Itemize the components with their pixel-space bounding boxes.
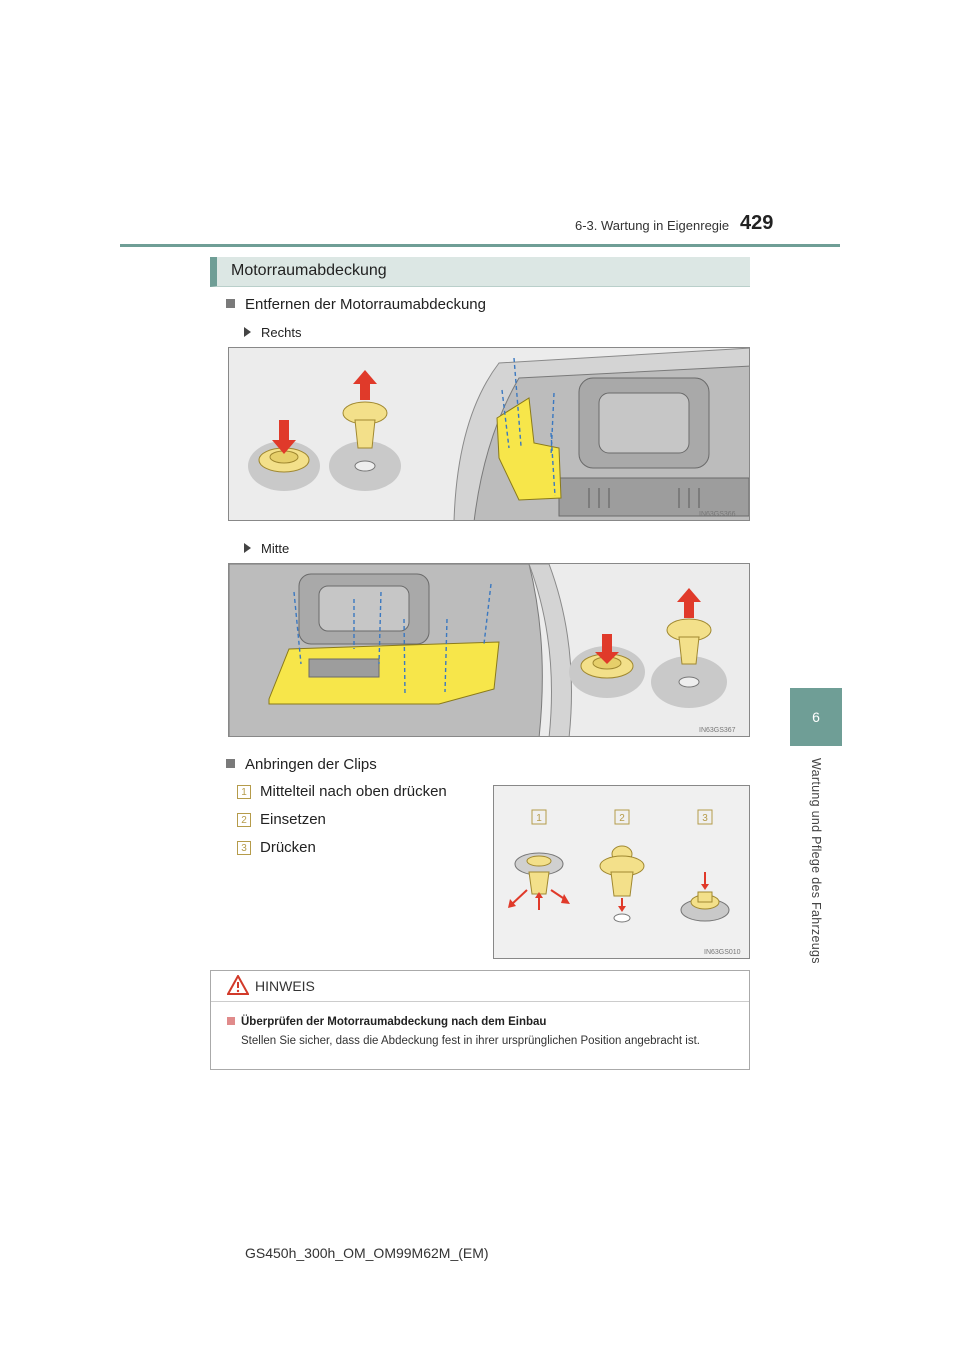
figure-code: IN63GS367: [699, 727, 736, 734]
running-header: 6-3. Wartung in Eigenregie: [575, 218, 730, 233]
svg-text:3: 3: [702, 813, 708, 824]
notice-title: HINWEIS: [255, 978, 315, 994]
figure-code: IN63GS366: [699, 511, 736, 518]
figure-install-clips: [493, 785, 750, 959]
chapter-title: Wartung und Pflege des Fahrzeugs: [809, 758, 823, 964]
figure-center-removal: [228, 563, 750, 737]
chapter-title-vertical: [790, 758, 842, 998]
notice-box: [210, 970, 750, 1070]
subheading-removal: Entfernen der Motorraumabdeckung: [226, 296, 486, 313]
figure-code: IN63GS010: [704, 949, 741, 956]
square-bullet-icon: [226, 299, 235, 308]
section-heading: [210, 257, 750, 287]
step-number-2: 2: [237, 813, 251, 827]
notice-body: Stellen Sie sicher, dass die Abdeckung fest in ihrer ursprünglichen Position angebracht ist.: [241, 1035, 700, 1047]
step-text-1: Mittelteil nach oben drücken: [260, 783, 447, 800]
svg-text:2: 2: [619, 813, 625, 824]
page-number: 429: [740, 212, 774, 234]
section-title: Motorraumabdeckung: [231, 262, 387, 279]
triangle-bullet-icon: [244, 327, 251, 337]
label-right: Rechts: [244, 325, 301, 340]
footer-code: GS450h_300h_OM_OM99M62M_(EM): [245, 1245, 489, 1261]
notice-divider: [211, 1001, 749, 1002]
square-bullet-icon: [226, 759, 235, 768]
notice-heading: Überprüfen der Motorraumabdeckung nach dem Einbau: [227, 1016, 546, 1028]
square-bullet-icon: [227, 1017, 235, 1025]
label-center: Mitte: [244, 541, 289, 556]
figure-right-removal: [228, 347, 750, 521]
step-number-3: 3: [237, 841, 251, 855]
header-rule: [120, 244, 840, 247]
svg-text:1: 1: [536, 813, 542, 824]
subheading-install: Anbringen der Clips: [226, 756, 377, 773]
step-number-1: 1: [237, 785, 251, 799]
step-text-2: Einsetzen: [260, 811, 326, 828]
chapter-tab: 6: [790, 688, 842, 746]
triangle-bullet-icon: [244, 543, 251, 553]
warning-triangle-icon: [227, 975, 249, 995]
step-text-3: Drücken: [260, 839, 316, 856]
